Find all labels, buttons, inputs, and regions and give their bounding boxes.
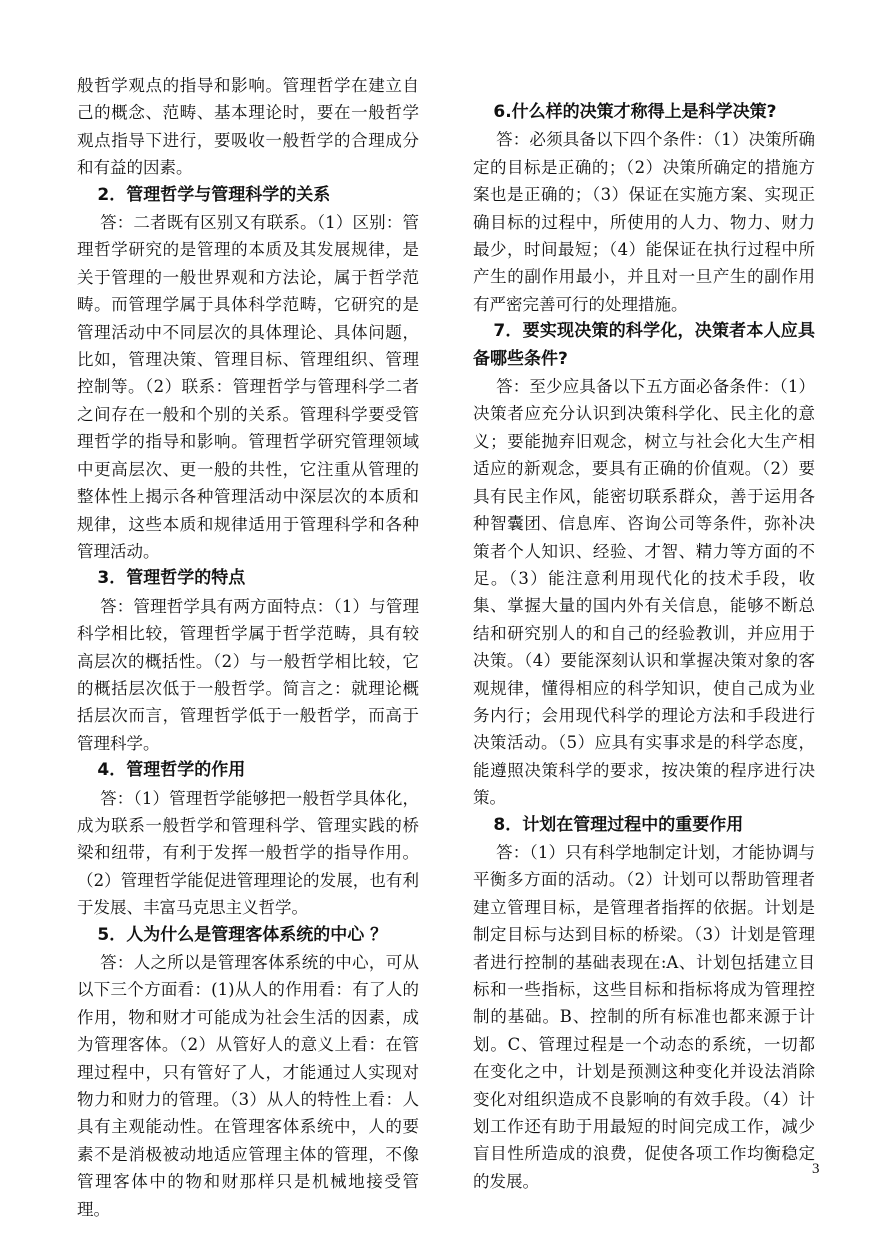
page-number: 3	[812, 1161, 820, 1177]
section-8-heading: 8．计划在管理过程中的重要作用	[493, 814, 744, 835]
section-7-heading: 7．要实现决策的科学化，决策者本人应具备哪些条件?	[473, 321, 815, 369]
section-8-body: 答：（1）只有科学地制定计划，才能协调与平衡多方面的活动。（2）计划可以帮助管理者建立管理目标，是管理者指挥的依据。计划是制定目标与达到目标的桥梁。（3）计划是管理者进行控制的基础表现在:A、计划包括建立目标和一些指标，这些目标和指标将成为管理控制的基础。B、控制的所有标准也都来源于计划。C、管理过程是一个动态的系统，一切都在变化之中，计划是预测这种变化并设法消除变化对组织造成不良影响的有效手段。（4）计划工作还有助于用最短的时间完成工作，减少盲目性所造成的浪费，促使各项工作均衡稳定的发展。	[473, 842, 815, 1191]
section-5-heading: 5．人为什么是管理客体系统的中心 ？	[97, 924, 388, 945]
right-column	[473, 99, 815, 1195]
section-2-heading: 2．管理哲学与管理科学的关系	[97, 184, 331, 205]
section-7-body: 答：至少应具备以下五方面必备条件：（1）决策者应充分认识到决策科学化、民主化的意义；要能抛弃旧观念，树立与社会化大生产相适应的新观念，要具有正确的价值观。（2）要具有民主作风，能密切联系群众，善于运用各种智囊团、信息库、咨询公司等条件，弥补决策者个人知识、经验、才智、精力等方面的不足。（3）能注意利用现代化的技术手段，收集、掌握大量的国内外有关信息，能够不断总结和研究别人的和自己的经验教训，并应用于决策。（4）要能深刻认识和掌握决策对象的客观规律，懂得相应的科学知识，使自己成为业务内行；会用现代科学的理论方法和手段进行决策活动。（5）应具有实事求是的科学态度，能遵照决策科学的要求，按决策的程序进行决策。	[473, 377, 815, 808]
section-5-body: 答：人之所以是管理客体系统的中心，可从以下三个方面看：(1)从人的作用看：有了人的作用，物和财才可能成为社会生活的因素，成为管理客体。（2）从管好人的意义上看：在管理过程中，只有管好了人，才能通过人实现对物力和财力的管理。（3）从人的特性上看：人具有主观能动性。在管理客体系统中，人的要素不是消极被动地适应管理主体的管理，不像管理客体中的物和财那样只是机械地接受管理。	[77, 953, 419, 1219]
section-3-body: 答：管理哲学具有两方面特点：（1）与管理科学相比较，管理哲学属于哲学范畴，具有较高层次的概括性。（2）与一般哲学相比较，它的概括层次低于一般哲学。简言之：就理论概括层次而言，管理哲学低于一般哲学，而高于管理科学。	[77, 596, 419, 753]
left-column	[77, 72, 419, 1223]
section-3-heading: 3．管理哲学的特点	[97, 568, 246, 589]
section-6-body: 答：必须具备以下四个条件：（1）决策所确定的目标是正确的；（2）决策所确定的措施方案也是正确的；（3）保证在实施方案、实现正确目标的过程中，所使用的人力、物力、财力最少，时间最短；（4）能保证在执行过程中所产生的副作用最小，并且对一旦产生的副作用有严密完善可行的处理措施。	[473, 130, 815, 314]
section-4-body: 答：（1）管理哲学能够把一般哲学具体化，成为联系一般哲学和管理科学、管理实践的桥梁和纽带，有利于发挥一般哲学的指导作用。（2）管理哲学能促进管理理论的发展，也有利于发展、丰富马克思主义哲学。	[77, 788, 419, 918]
section-2-body: 答：二者既有区别又有联系。（1）区别：管理哲学研究的是管理的本质及其发展规律，是关于管理的一般世界观和方法论，属于哲学范畴。而管理学属于具体科学范畴，它研究的是管理活动中不同层次的具体理论、具体问题，比如，管理决策、管理目标、管理组织、管理控制等。（2）联系：管理哲学与管理科学二者之间存在一般和个别的关系。管理科学要受管理哲学的指导和影响。管理哲学研究管理领域中更高层次、更一般的共性，它注重从管理的整体性上揭示各种管理活动中深层次的本质和规律，这些本质和规律适用于管理科学和各种管理活动。	[77, 213, 419, 561]
continuation-paragraph: 般哲学观点的指导和影响。管理哲学在建立自己的概念、范畴、基本理论时，要在一般哲学观点指导下进行，要吸收一般哲学的合理成分和有益的因素。	[77, 76, 419, 178]
section-6-heading: 6.什么样的决策才称得上是科学决策?	[493, 102, 777, 122]
section-4-heading: 4．管理哲学的作用	[97, 760, 246, 781]
